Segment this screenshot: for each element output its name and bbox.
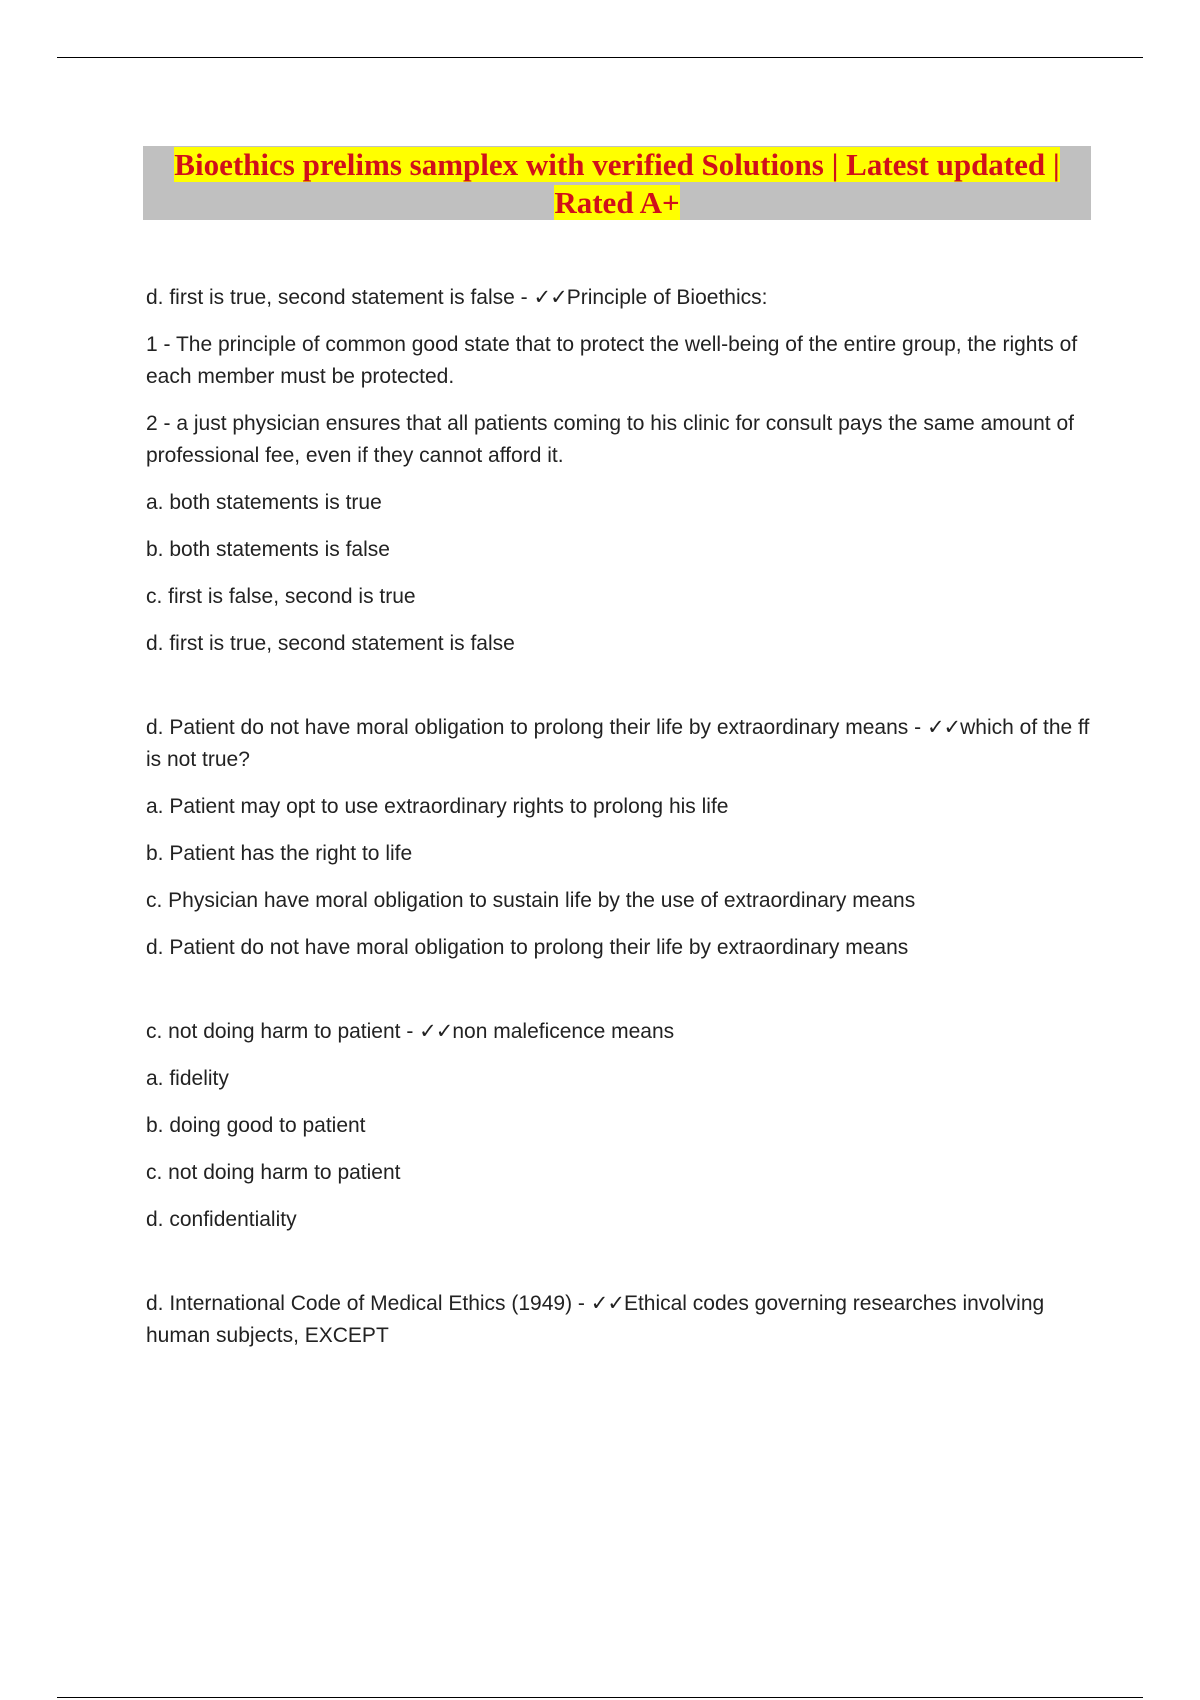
double-check-icon: ✓✓ (926, 716, 961, 739)
question-block-3 (146, 1016, 1096, 1236)
option-item: d. first is true, second statement is false (146, 632, 515, 655)
option-item: d. Patient do not have moral obligation to prolong their life by extraordinary means (146, 936, 909, 959)
answer-text: d. Patient do not have moral obligation to prolong their life by extraordinary means - (146, 716, 927, 739)
statement-paragraph: 2 - a just physician ensures that all patients coming to his clinic for consult pays the same amount of professional fee, even if they cannot afford it. (146, 412, 1074, 467)
question-prompt: Ethical codes governing researches involving human subjects, EXCEPT (146, 1292, 1045, 1347)
option-item: b. doing good to patient (146, 1114, 366, 1137)
option-item: a. fidelity (146, 1067, 229, 1090)
title-line-2: Rated A+ (554, 185, 680, 220)
title-line-1: Bioethics prelims samplex with verified Solutions | Latest updated | (174, 147, 1060, 182)
answer-text: c. not doing harm to patient - (146, 1020, 420, 1043)
option-item: a. Patient may opt to use extraordinary rights to prolong his life (146, 795, 729, 818)
answer-text: d. first is true, second statement is false - (146, 286, 534, 309)
option-item: a. both statements is true (146, 491, 382, 514)
question-heading (146, 1288, 1096, 1352)
question-block-4 (146, 1288, 1096, 1352)
double-check-icon: ✓✓ (419, 1020, 453, 1043)
document-body (146, 282, 1096, 1367)
question-prompt: Principle of Bioethics: (566, 286, 768, 309)
option-item: d. confidentiality (146, 1208, 297, 1231)
statement-paragraph: 1 - The principle of common good state that to protect the well-being of the entire group, the rights of each member must be protected. (146, 333, 1078, 388)
question-prompt: which of the ff is not true? (146, 716, 1090, 771)
option-item: c. not doing harm to patient (146, 1161, 401, 1184)
question-prompt: non maleficence means (452, 1020, 675, 1043)
answer-text: d. International Code of Medical Ethics (1949) - (146, 1292, 591, 1315)
question-block-1 (146, 282, 1096, 660)
option-item: c. Physician have moral obligation to sustain life by the use of extraordinary means (146, 889, 916, 912)
question-heading (146, 282, 1096, 314)
option-item: c. first is false, second is true (146, 585, 416, 608)
double-check-icon: ✓✓ (590, 1292, 624, 1315)
question-heading (146, 712, 1096, 776)
option-item: b. both statements is false (146, 538, 390, 561)
option-item: b. Patient has the right to life (146, 842, 413, 865)
question-block-2 (146, 712, 1096, 964)
question-heading (146, 1016, 1096, 1048)
top-rule (57, 57, 1143, 58)
document-title (143, 146, 1091, 220)
bottom-rule (57, 1697, 1143, 1698)
double-check-icon: ✓✓ (533, 286, 567, 309)
